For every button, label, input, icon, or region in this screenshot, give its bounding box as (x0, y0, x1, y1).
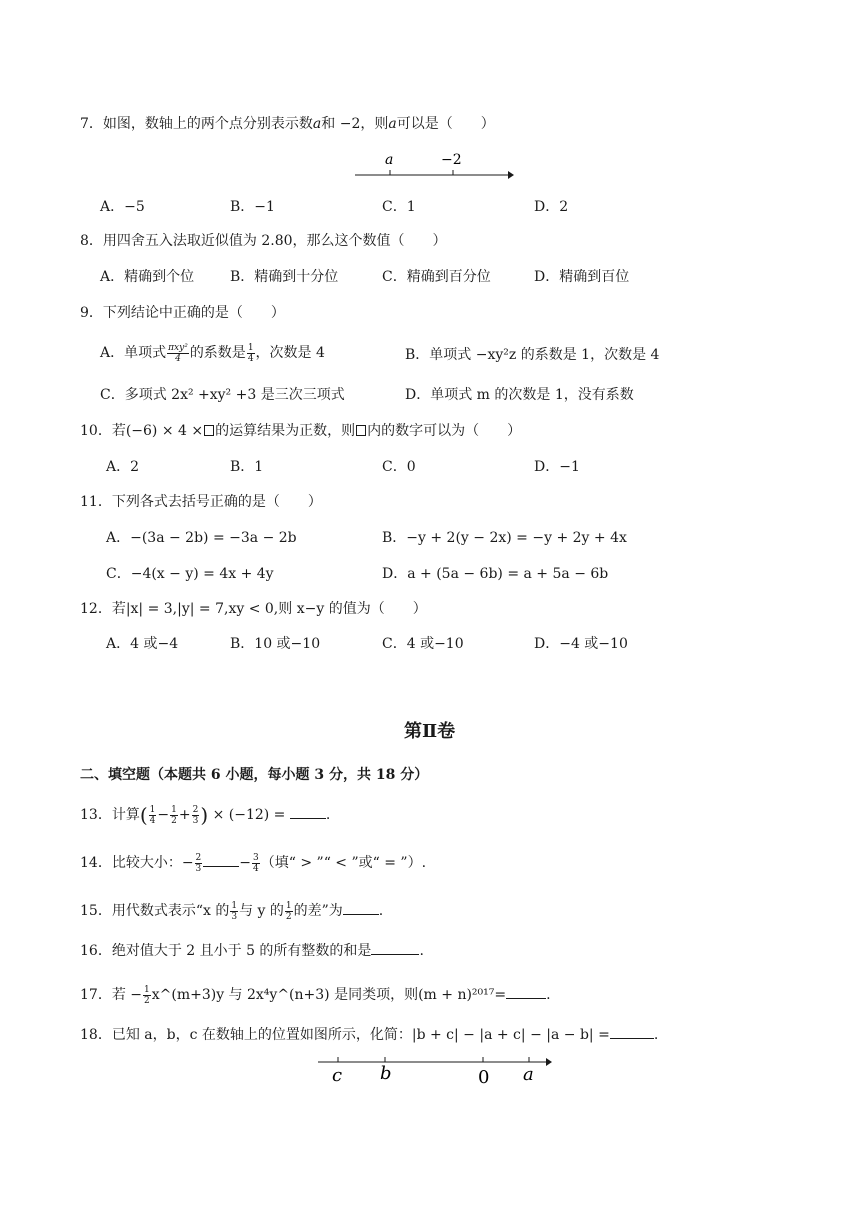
q9-option-d: D．单项式 m 的次数是 1，没有系数 (405, 387, 634, 403)
q18-axis-label-c: c (332, 1065, 343, 1086)
q8-option-d: D．精确到百位 (534, 269, 630, 285)
q11-option-c: C．−4(x − y) = 4x + 4y (106, 566, 274, 582)
q8-stem: 8．用四舍五入法取近似值为 2.80，那么这个数值（ ） (80, 233, 447, 249)
q8-option-c: C．精确到百分位 (382, 269, 491, 285)
blank-square-icon (204, 425, 214, 436)
q13: 13．计算( $\frac{1}{4}$ − $\frac{1}{2}$ + $\frac{2}{3}$ ) × (−12) = . (80, 803, 331, 827)
q7-stem: 7．如图，数轴上的两个点分别表示数a和 −2，则a可以是（ ） (80, 116, 495, 132)
q11-stem: 11．下列各式去括号正确的是（ ） (80, 494, 322, 510)
q15: 15．用代数式表示“x 的 $\frac{1}{3}$ 与 y 的 $\frac{1}{2}$ 的差”为 . (80, 900, 384, 922)
q9-option-a: A．单项式 $\frac{\text{πxy²}}{4}$ 的系数是 $\frac{1}{4}$ ，次数是 4 (100, 342, 325, 364)
part2-heading: 第Ⅱ卷 (404, 721, 456, 742)
q7-number-line (350, 148, 520, 184)
answer-blank (343, 902, 379, 915)
answer-blank (371, 942, 419, 955)
q16: 16．绝对值大于 2 且小于 5 的所有整数的和是 . (80, 943, 424, 959)
q14: 14．比较大小：− $\frac{2}{3}$ − $\frac{3}{4}$ （填“ > ”“ < ”或“ = ”）. (80, 852, 427, 874)
q18-axis-label-0: 0 (478, 1067, 490, 1088)
q7-axis-label-n2: −2 (441, 152, 462, 168)
q8-option-a: A．精确到个位 (100, 269, 195, 285)
q17: 17．若 − $\frac{1}{2}$ x^(m+3)y 与 2x⁴y^(n+3) 是同类项，则(m + n)²⁰¹⁷= . (80, 984, 551, 1006)
q10-option-d: D．−1 (534, 459, 580, 475)
q12-option-d: D．−4 或−10 (534, 636, 628, 652)
q11-option-a: A．−(3a − 2b) = −3a − 2b (106, 530, 297, 546)
q8-option-b: B．精确到十分位 (230, 269, 339, 285)
q9-option-c: C．多项式 2x² +xy² +3 是三次三项式 (100, 387, 345, 403)
q11-option-b: B．−y + 2(y − 2x) = −y + 2y + 4x (382, 530, 627, 546)
q12-stem: 12．若|x| = 3,|y| = 7,xy < 0,则 x−y 的值为（ ） (80, 601, 427, 617)
q12-option-a: A．4 或−4 (106, 636, 179, 652)
blank-square-icon (356, 425, 366, 436)
q7-option-d: D．2 (534, 199, 569, 215)
q18-number-line (310, 1052, 560, 1088)
q18: 18．已知 a，b，c 在数轴上的位置如图所示，化简：|b + c| − |a + c| − |a − b| = . (80, 1027, 659, 1043)
q9-stem: 9．下列结论中正确的是（ ） (80, 305, 285, 321)
q7-option-b: B．−1 (230, 199, 275, 215)
answer-blank (203, 854, 239, 867)
answer-blank (506, 986, 546, 999)
q12-option-c: C．4 或−10 (382, 636, 464, 652)
q10-stem: 10．若(−6) × 4 × 的运算结果为正数，则 内的数字可以为（ ） (80, 423, 522, 439)
q7-option-c: C．1 (382, 199, 416, 215)
q18-axis-label-b: b (380, 1063, 392, 1084)
answer-blank (290, 806, 326, 819)
q7-axis-label-a: a (385, 152, 394, 168)
q10-option-c: C．0 (382, 459, 416, 475)
section-fill-blank: 二、填空题（本题共 6 小题，每小题 3 分，共 18 分） (80, 767, 429, 783)
q7-option-a: A．−5 (100, 199, 145, 215)
q12-option-b: B．10 或−10 (230, 636, 321, 652)
answer-blank (610, 1026, 654, 1039)
q11-option-d: D．a + (5a − 6b) = a + 5a − 6b (382, 566, 609, 582)
q18-axis-label-a: a (523, 1064, 534, 1085)
q10-option-a: A．2 (106, 459, 140, 475)
q9-option-b: B．单项式 −xy²z 的系数是 1，次数是 4 (405, 347, 660, 363)
q10-option-b: B．1 (230, 459, 264, 475)
